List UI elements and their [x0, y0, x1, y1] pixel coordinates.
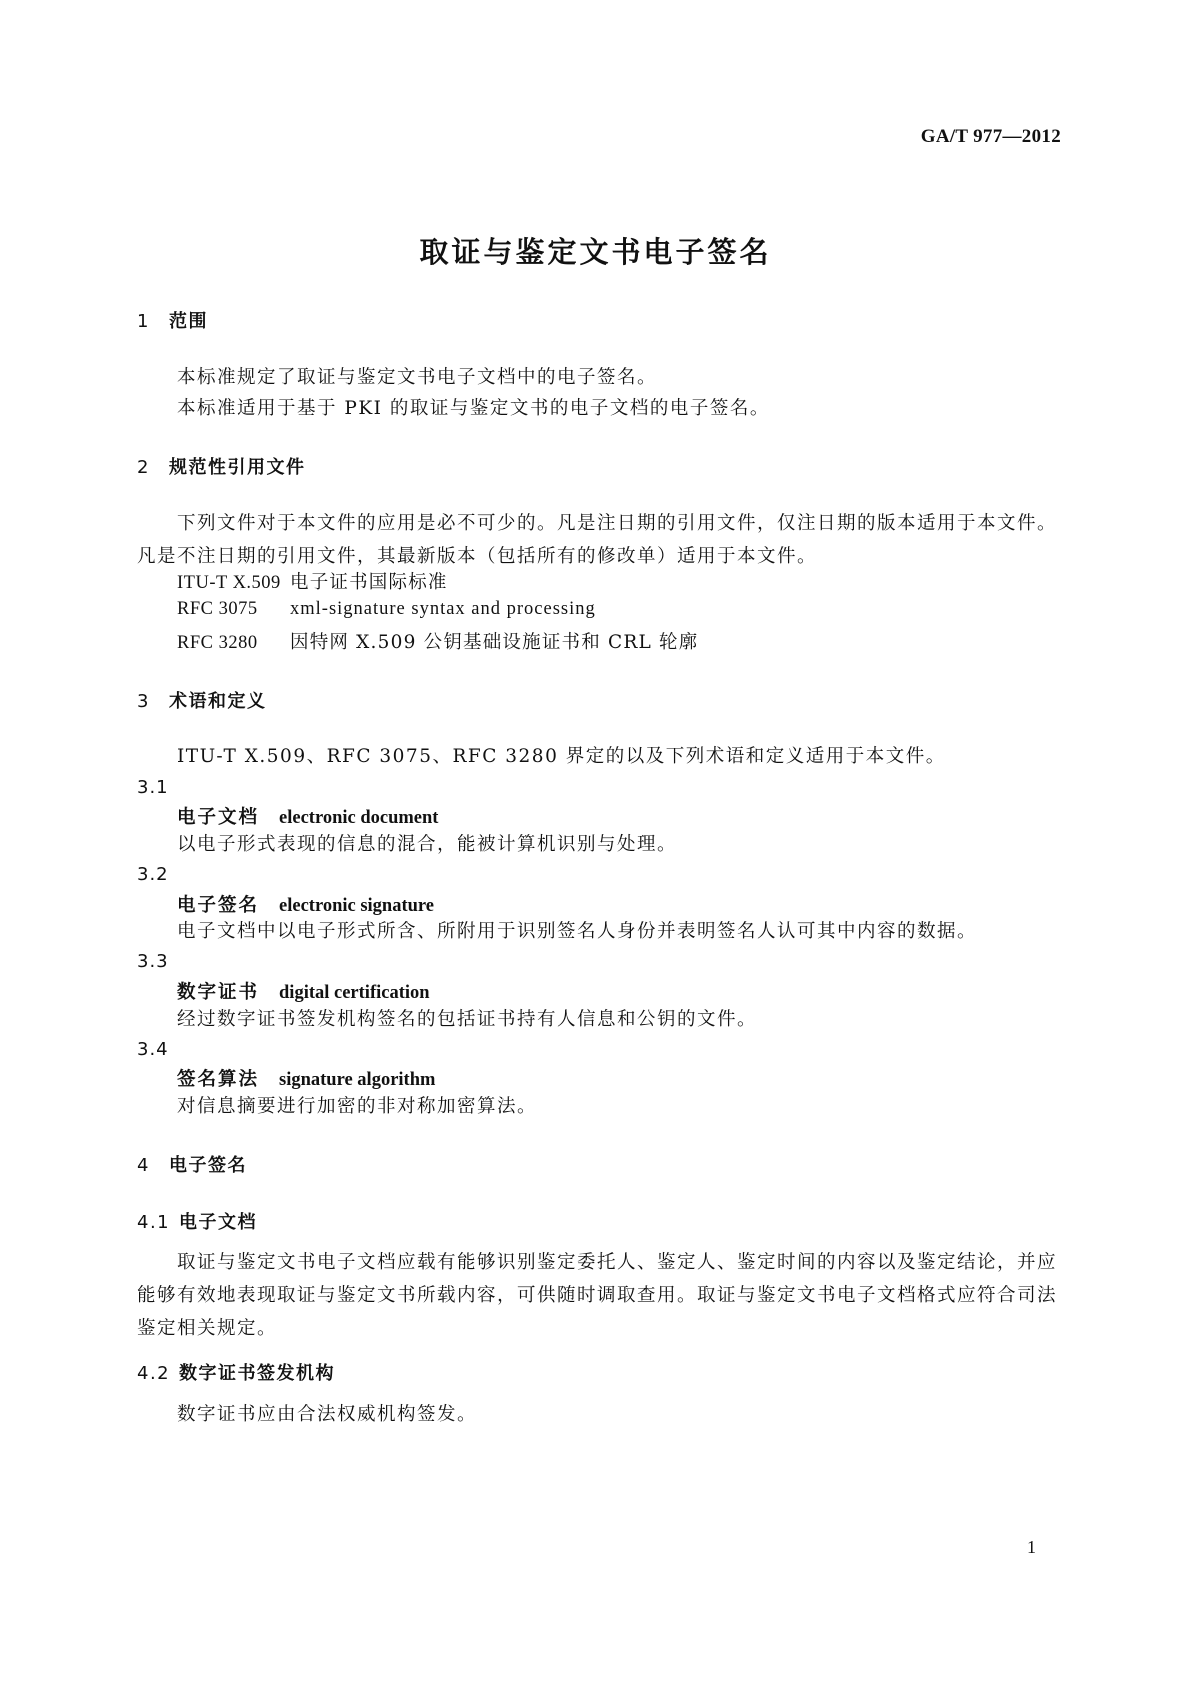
section-number: 3: [137, 691, 150, 712]
subsection-title: 电子文档: [179, 1212, 257, 1233]
term-definition: 以电子形式表现的信息的混合，能被计算机识别与处理。: [177, 834, 678, 855]
section-title: 规范性引用文件: [169, 457, 306, 478]
term-number: 3.3: [137, 951, 169, 972]
reference-item: [177, 598, 596, 620]
term-definition: 对信息摘要进行加密的非对称加密算法。: [177, 1096, 538, 1117]
reference-code: ITU-T X.509: [177, 573, 281, 593]
section-number: 4: [137, 1155, 150, 1176]
section-heading-electronic-signature: [137, 1151, 247, 1177]
reference-name: 因特网 X.509 公钥基础设施证书和 CRL 轮廓: [290, 632, 699, 653]
term-english: signature algorithm: [279, 1070, 436, 1090]
reference-name: 电子证书国际标准: [290, 572, 448, 593]
term-number: 3.1: [137, 777, 169, 798]
term-title: [177, 1065, 435, 1091]
term-chinese: 数字证书: [177, 982, 260, 1003]
section-heading-normative-references: [137, 453, 306, 479]
term-english: electronic document: [279, 808, 439, 828]
subsection-title: 数字证书签发机构: [179, 1363, 335, 1384]
term-chinese: 电子签名: [177, 895, 260, 916]
term-number: 3.2: [137, 864, 169, 885]
paragraph: 本标准适用于基于 PKI 的取证与鉴定文书的电子文档的电子签名。: [177, 398, 770, 419]
page-number: 1: [1027, 1537, 1036, 1557]
reference-code: RFC 3075: [177, 599, 258, 619]
subsection-heading-certificate-authority: [137, 1359, 335, 1385]
subsection-number: 4.2: [137, 1363, 171, 1384]
subsection-heading-electronic-document: [137, 1208, 257, 1234]
term-chinese: 签名算法: [177, 1069, 260, 1090]
section-heading-terms: [137, 687, 267, 713]
term-chinese: 电子文档: [177, 807, 260, 828]
term-definition: 经过数字证书签发机构签名的包括证书持有人信息和公钥的文件。: [177, 1009, 758, 1030]
term-title: [177, 803, 438, 829]
term-english: digital certification: [279, 983, 430, 1003]
section-number: 1: [137, 311, 150, 332]
section-number: 2: [137, 457, 150, 478]
document-title: 取证与鉴定文书电子签名: [419, 235, 772, 269]
paragraph: 下列文件对于本文件的应用是必不可少的。凡是注日期的引用文件，仅注日期的版本适用于本文件。凡是不注日期的引用文件，其最新版本（包括所有的修改单）适用于本文件。: [137, 513, 1058, 567]
reference-code: RFC 3280: [177, 633, 258, 653]
term-definition: 电子文档中以电子形式所含、所附用于识别签名人身份并表明签名人认可其中内容的数据。: [177, 921, 978, 942]
term-english: electronic signature: [279, 896, 435, 916]
term-number: 3.4: [137, 1039, 169, 1060]
term-title: [177, 891, 434, 917]
section-title: 术语和定义: [169, 691, 267, 712]
section-title: 电子签名: [169, 1155, 247, 1176]
paragraph: 本标准规定了取证与鉴定文书电子文档中的电子签名。: [177, 367, 658, 388]
paragraph: ITU-T X.509、RFC 3075、RFC 3280 界定的以及下列术语和定义适用于本文件。: [177, 746, 946, 767]
standard-code: GA/T 977—2012: [920, 126, 1061, 147]
section-heading-scope: [137, 307, 208, 333]
subsection-number: 4.1: [137, 1212, 171, 1233]
reference-name: xml-signature syntax and processing: [290, 599, 596, 619]
reference-item: [177, 568, 448, 594]
paragraph: 取证与鉴定文书电子文档应载有能够识别鉴定委托人、鉴定人、鉴定时间的内容以及鉴定结论，并应能够有效地表现取证与鉴定文书所载内容，可供随时调取查用。取证与鉴定文书电子文档格式应符合司法鉴定相关规定。: [137, 1252, 1058, 1339]
paragraph: 数字证书应由合法权威机构签发。: [177, 1404, 478, 1425]
reference-item: [177, 628, 698, 654]
term-title: [177, 978, 430, 1004]
section-title: 范围: [169, 311, 208, 332]
